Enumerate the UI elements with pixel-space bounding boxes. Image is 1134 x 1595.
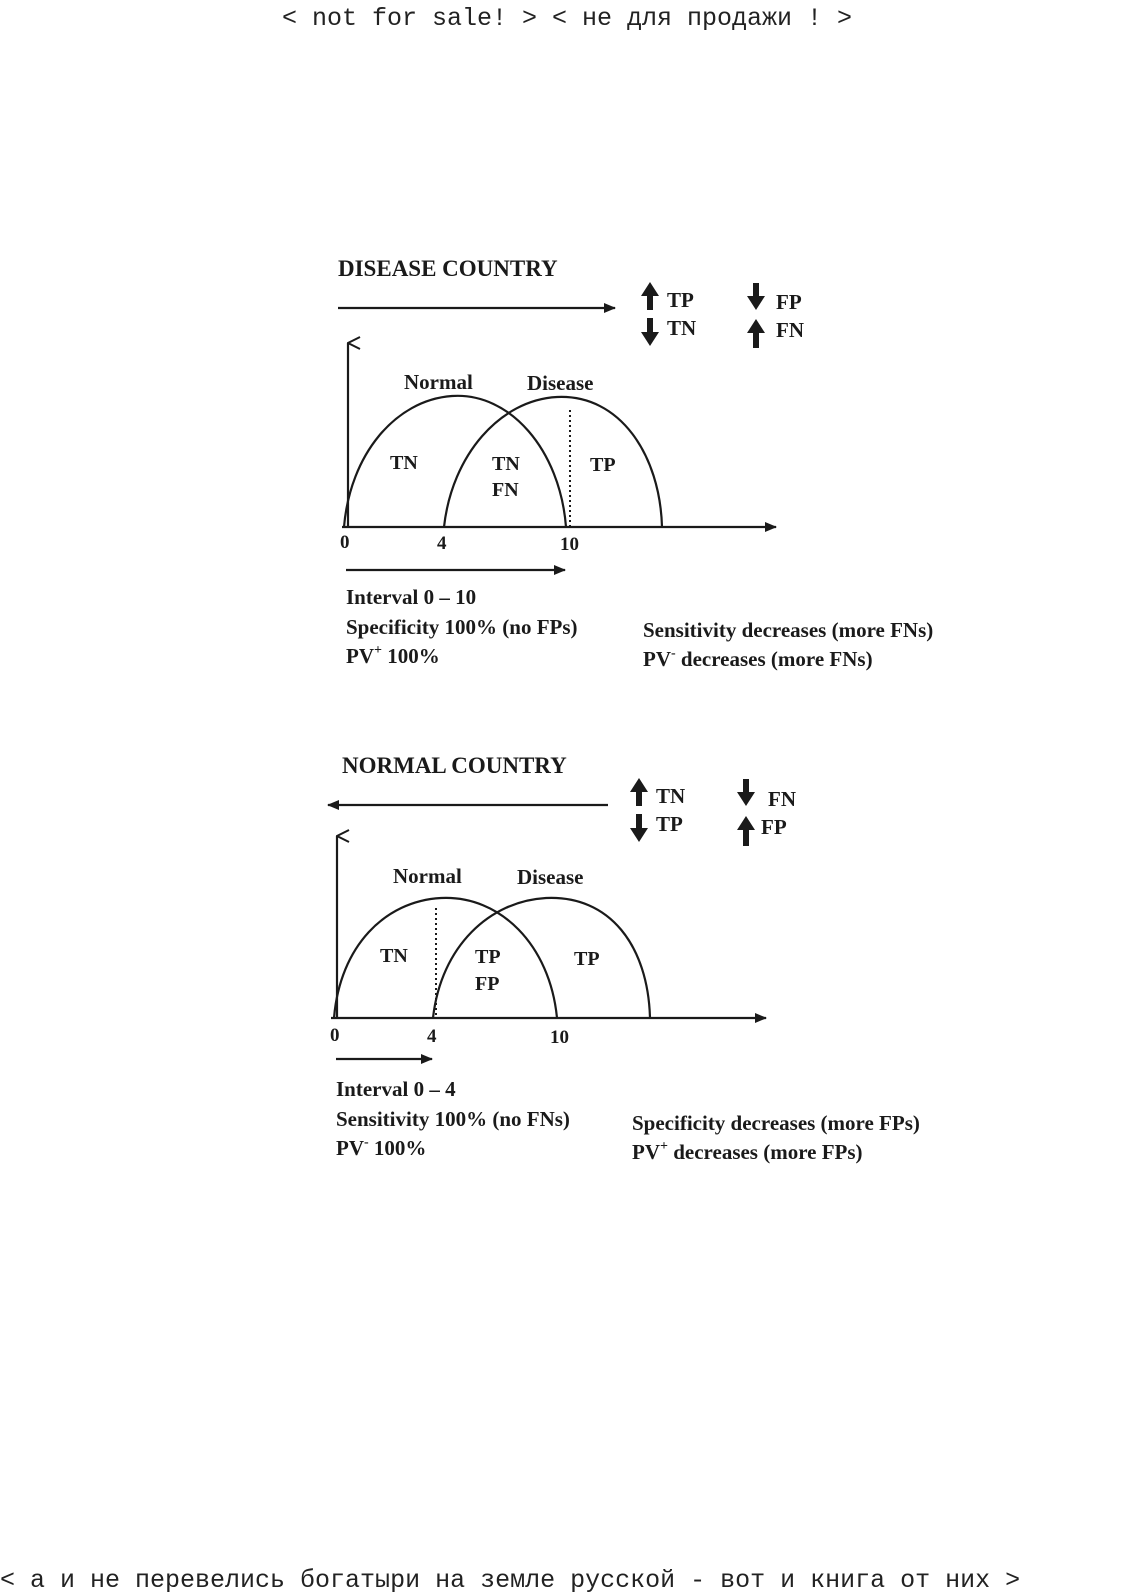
panel-title: DISEASE COUNTRY [338, 256, 558, 281]
zone-right: TP [574, 948, 600, 970]
down-arrow-icon [630, 814, 648, 842]
disease-curve-label: Disease [527, 371, 594, 395]
normal-curve [344, 396, 566, 527]
left-line1: Sensitivity 100% (no FNs) [336, 1107, 570, 1131]
disease-curve [433, 898, 650, 1018]
tick-label: 0 [330, 1025, 340, 1046]
zone-overlap-bottom: FN [492, 479, 519, 501]
zone-left: TN [390, 452, 418, 474]
left-pv-line: PV- 100% [336, 1135, 427, 1160]
panel-disease-country [338, 256, 933, 671]
disease-curve [444, 397, 662, 527]
zone-overlap-top: TP [475, 946, 501, 968]
tick-label: 10 [550, 1027, 569, 1048]
tick-label: 0 [340, 532, 350, 553]
left-pv-line: PV+ 100% [346, 643, 440, 668]
zone-right: TP [590, 454, 616, 476]
normal-curve-label: Normal [393, 864, 462, 888]
up-arrow-icon [630, 778, 648, 806]
indicator-down-2: FP [776, 290, 802, 314]
down-arrow-icon [737, 779, 755, 806]
left-line1: Specificity 100% (no FPs) [346, 615, 578, 639]
indicator-up-1: TN [656, 784, 686, 808]
down-arrow-icon [641, 318, 659, 346]
interval-label: Interval 0 – 10 [346, 585, 477, 609]
indicator-up-2: FN [776, 318, 804, 342]
panel-title: NORMAL COUNTRY [342, 753, 567, 778]
watermark-bottom: < а и не перевелись богатыри на земле русской - вот и книга от них > [0, 1566, 1021, 1595]
up-arrow-icon [737, 816, 755, 846]
zone-left: TN [380, 945, 408, 967]
disease-curve-label: Disease [517, 865, 584, 889]
tick-label: 10 [560, 534, 579, 555]
indicator-up-2: FP [761, 815, 787, 839]
right-line1: Sensitivity decreases (more FNs) [643, 618, 934, 642]
right-pv-line: PV+ decreases (more FPs) [632, 1139, 863, 1164]
interval-label: Interval 0 – 4 [336, 1077, 456, 1101]
indicator-down-1: TN [667, 316, 697, 340]
up-arrow-icon [747, 319, 765, 348]
right-line1: Specificity decreases (more FPs) [632, 1111, 920, 1135]
zone-overlap-bottom: FP [475, 973, 500, 995]
tick-label: 4 [427, 1026, 437, 1047]
indicator-down-2: FN [768, 787, 796, 811]
up-arrow-icon [641, 282, 659, 310]
down-arrow-icon [747, 283, 765, 310]
normal-curve [334, 898, 557, 1018]
zone-overlap-top: TN [492, 453, 520, 475]
watermark-top: < not for sale! > < не для продажи ! > [281, 4, 853, 33]
indicator-up-1: TP [667, 288, 694, 312]
right-pv-line: PV- decreases (more FNs) [643, 646, 873, 671]
normal-curve-label: Normal [404, 370, 473, 394]
indicator-down-1: TP [656, 812, 683, 836]
panel-normal-country [328, 753, 920, 1164]
tick-label: 4 [437, 533, 447, 554]
